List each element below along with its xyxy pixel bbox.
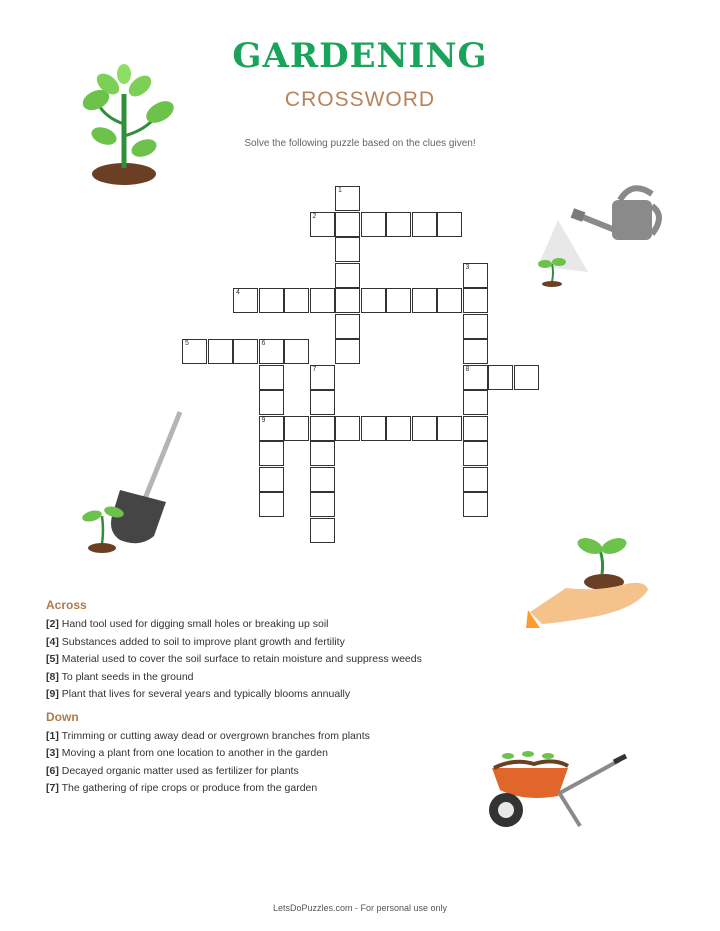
crossword-cell[interactable]: [259, 365, 284, 390]
crossword-cell[interactable]: [335, 263, 360, 288]
crossword-cell[interactable]: [259, 467, 284, 492]
clue-number: 2: [312, 212, 317, 220]
crossword-cell[interactable]: [310, 212, 335, 237]
crossword-cell[interactable]: [310, 467, 335, 492]
across-heading: Across: [46, 598, 87, 612]
crossword-cell[interactable]: [386, 212, 411, 237]
crossword-cell[interactable]: [463, 288, 488, 313]
crossword-cell[interactable]: [412, 212, 437, 237]
crossword-cell[interactable]: [437, 416, 462, 441]
clues-section: [46, 598, 546, 804]
crossword-cell[interactable]: [335, 314, 360, 339]
instructions: Solve the following puzzle based on the clues given!: [244, 138, 476, 149]
down-heading: Down: [46, 709, 79, 724]
crossword-cell[interactable]: [259, 441, 284, 466]
across-clue-list: [46, 616, 546, 704]
clue-down-3: [3] Moving a plant from one location to another in the garden: [46, 747, 328, 759]
crossword-cell[interactable]: [361, 288, 386, 313]
crossword-cell[interactable]: [208, 339, 233, 364]
clue-number: 8: [465, 365, 470, 373]
crossword-cell[interactable]: [361, 416, 386, 441]
crossword-cell[interactable]: [335, 416, 360, 441]
crossword-cell[interactable]: [259, 492, 284, 517]
page-title: GARDENING: [232, 36, 488, 76]
crossword-cell[interactable]: [284, 339, 309, 364]
clue-number: 6: [261, 340, 266, 347]
crossword-cell[interactable]: [412, 416, 437, 441]
clue-number: 7: [312, 365, 317, 373]
crossword-cell[interactable]: [310, 441, 335, 466]
crossword-cell[interactable]: [463, 339, 488, 364]
crossword-cell[interactable]: [233, 288, 258, 313]
crossword-cell[interactable]: [463, 390, 488, 415]
clue-across-9: [9] Plant that lives for several years and typically blooms annually: [46, 688, 351, 700]
crossword-cell[interactable]: [284, 288, 309, 313]
crossword-cell[interactable]: [310, 365, 335, 390]
crossword-cell[interactable]: [182, 339, 207, 364]
footer-credit: LetsDoPuzzles.com - For personal use only: [272, 903, 448, 913]
clue-across-8: [8] To plant seeds in the ground: [46, 670, 194, 683]
crossword-cell[interactable]: [335, 288, 360, 313]
crossword-cell[interactable]: [386, 416, 411, 441]
clue-down-7: [7] The gathering of ripe crops or produce from the garden: [46, 782, 318, 794]
page-subtitle: CROSSWORD: [284, 88, 436, 111]
crossword-cell[interactable]: [310, 390, 335, 415]
crossword-cell[interactable]: [284, 416, 309, 441]
crossword-cell[interactable]: [259, 288, 284, 313]
crossword-cell[interactable]: [310, 416, 335, 441]
clue-across-4: [4] Substances added to soil to improve plant growth and fertility: [46, 635, 345, 648]
crossword-cell[interactable]: [463, 467, 488, 492]
crossword-cell[interactable]: [335, 339, 360, 364]
crossword-cell[interactable]: [335, 186, 360, 211]
crossword-cell[interactable]: [233, 339, 258, 364]
clue-down-1: [1] Trimming or cutting away dead or overgrown branches from plants: [46, 729, 370, 742]
clue-across-5: [5] Material used to cover the soil surface to retain moisture and suppress weeds: [46, 653, 422, 665]
crossword-cell[interactable]: [259, 339, 284, 364]
clue-number: 4: [236, 289, 240, 296]
crossword-cell[interactable]: [259, 416, 284, 441]
crossword-cell[interactable]: [437, 288, 462, 313]
crossword-cell[interactable]: [361, 212, 386, 237]
crossword-cell[interactable]: [463, 416, 488, 441]
down-clue-list: [46, 728, 546, 798]
clue-down-6: [6] Decayed organic matter used as fertilizer for plants: [46, 764, 299, 777]
crossword-cell[interactable]: [437, 212, 462, 237]
clue-number: 1: [338, 187, 342, 194]
crossword-cell[interactable]: [514, 365, 539, 390]
crossword-cell[interactable]: [386, 288, 411, 313]
crossword-cell[interactable]: [463, 365, 488, 390]
crossword-cell[interactable]: [488, 365, 513, 390]
crossword-cell[interactable]: [463, 263, 488, 288]
crossword-cell[interactable]: [335, 237, 360, 262]
crossword-cell[interactable]: [259, 390, 284, 415]
crossword-cell[interactable]: [310, 492, 335, 517]
clue-number: 5: [185, 340, 189, 347]
crossword-cell[interactable]: [310, 518, 335, 543]
crossword-cell[interactable]: [463, 492, 488, 517]
crossword-cell[interactable]: [412, 288, 437, 313]
clue-number: 3: [465, 263, 470, 271]
crossword-cell[interactable]: [310, 288, 335, 313]
crossword-cell[interactable]: [463, 314, 488, 339]
crossword-cell[interactable]: [463, 441, 488, 466]
clue-number: 9: [261, 416, 266, 424]
crossword-cell[interactable]: [335, 212, 360, 237]
clue-across-2: [2] Hand tool used for digging small holes or breaking up soil: [46, 618, 329, 630]
